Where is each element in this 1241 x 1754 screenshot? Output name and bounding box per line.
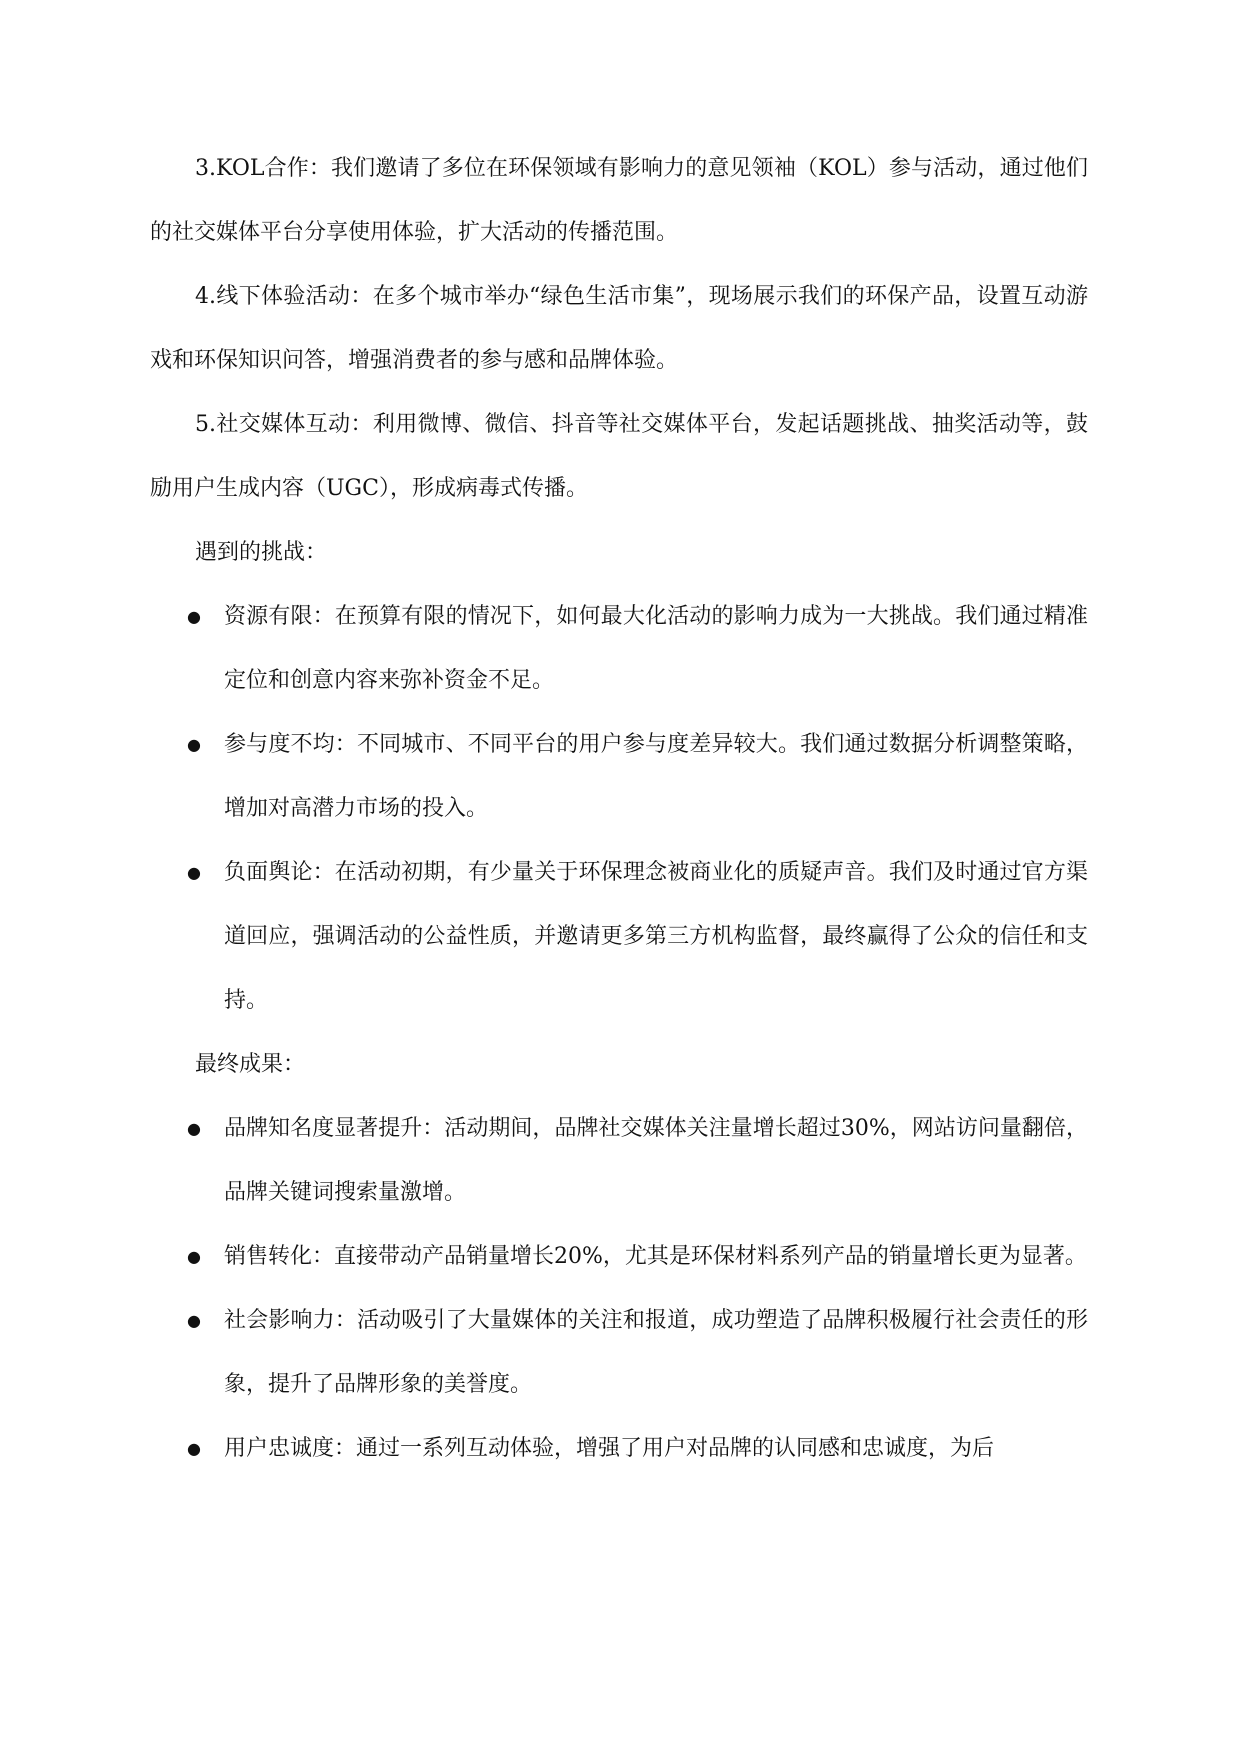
bullet-icon: ● <box>187 863 201 882</box>
challenges-list <box>150 585 1088 1033</box>
bullet-icon: ● <box>187 1247 201 1266</box>
bullet-icon: ● <box>187 1311 201 1330</box>
list-item <box>150 841 1088 1033</box>
list-item-text: 用户忠诚度：通过一系列互动体验，增强了用户对品牌的认同感和忠诚度，为后 <box>224 1436 995 1461</box>
list-item <box>150 1417 1088 1481</box>
list-item-text: 社会影响力：活动吸引了大量媒体的关注和报道，成功塑造了品牌积极履行社会责任的形象，提升了品牌形象的美誉度。 <box>224 1308 1088 1397</box>
list-item <box>150 1225 1088 1289</box>
bullet-icon: ● <box>187 607 201 626</box>
paragraph-offline-experience: 4.线下体验活动：在多个城市举办“绿色生活市集”，现场展示我们的环保产品，设置互动游戏和环保知识问答，增强消费者的参与感和品牌体验。 <box>150 284 1088 373</box>
challenges-heading: 遇到的挑战： <box>195 540 328 565</box>
list-item-text: 参与度不均：不同城市、不同平台的用户参与度差异较大。我们通过数据分析调整策略，增加对高潜力市场的投入。 <box>224 732 1088 821</box>
list-item-text: 品牌知名度显著提升：活动期间，品牌社交媒体关注量增长超过30%，网站访问量翻倍，品牌关键词搜索量激增。 <box>224 1116 1088 1205</box>
paragraph-social-media-interaction: 5.社交媒体互动：利用微博、微信、抖音等社交媒体平台，发起话题挑战、抽奖活动等，鼓励用户生成内容（UGC），形成病毒式传播。 <box>150 412 1088 501</box>
results-heading: 最终成果： <box>195 1052 306 1077</box>
bullet-icon: ● <box>187 735 201 754</box>
list-item <box>150 585 1088 713</box>
list-item-text: 负面舆论：在活动初期，有少量关于环保理念被商业化的质疑声音。我们及时通过官方渠道回应，强调活动的公益性质，并邀请更多第三方机构监督，最终赢得了公众的信任和支持。 <box>224 860 1088 1013</box>
list-item <box>150 1289 1088 1417</box>
bullet-icon: ● <box>187 1119 201 1138</box>
paragraph-kol-cooperation: 3.KOL合作：我们邀请了多位在环保领域有影响力的意见领袖（KOL）参与活动，通过他们的社交媒体平台分享使用体验，扩大活动的传播范围。 <box>150 156 1088 245</box>
list-item-text: 资源有限：在预算有限的情况下，如何最大化活动的影响力成为一大挑战。我们通过精准定位和创意内容来弥补资金不足。 <box>224 604 1088 693</box>
results-list <box>150 1097 1088 1481</box>
list-item <box>150 1097 1088 1225</box>
list-item <box>150 713 1088 841</box>
document-body <box>150 137 1088 1481</box>
bullet-icon: ● <box>187 1439 201 1458</box>
list-item-text: 销售转化：直接带动产品销量增长20%，尤其是环保材料系列产品的销量增长更为显著。 <box>224 1244 1087 1269</box>
